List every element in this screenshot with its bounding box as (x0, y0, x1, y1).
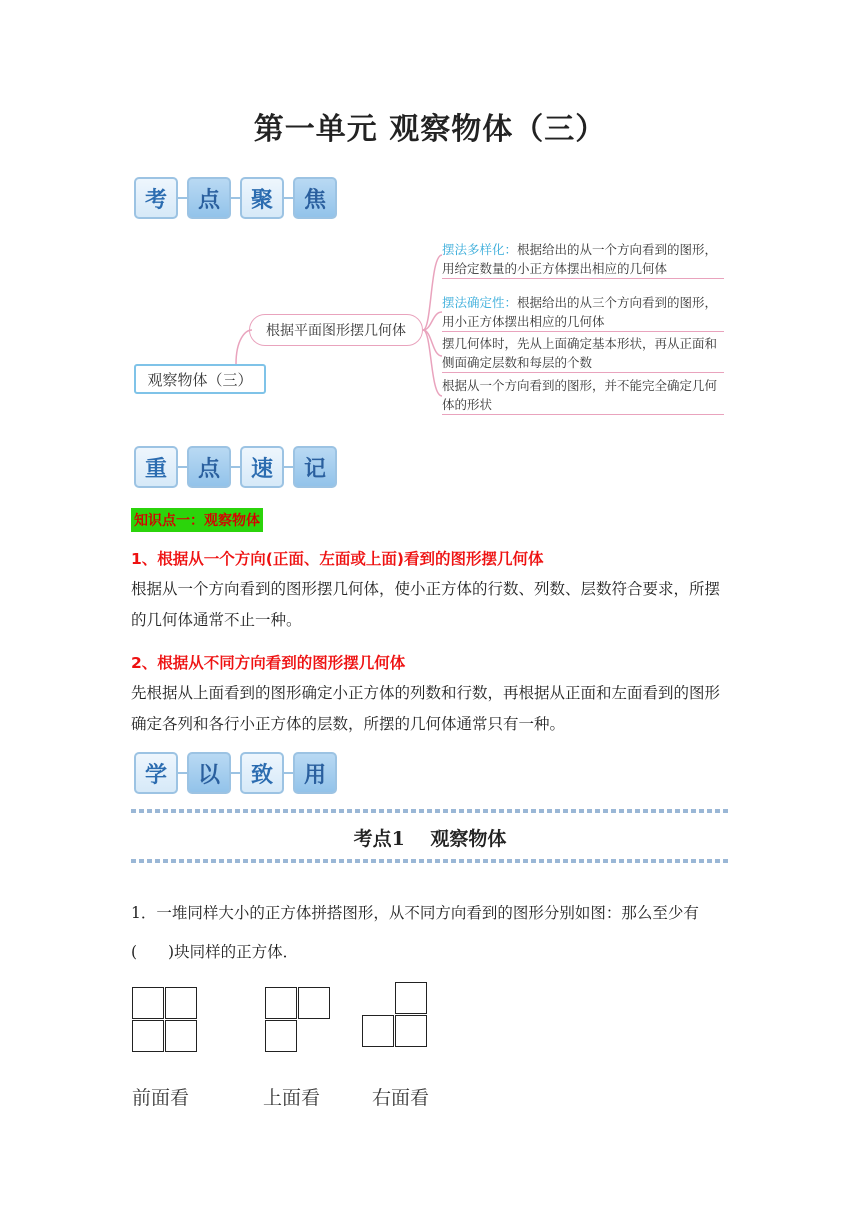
mindmap-connectors (0, 0, 860, 440)
banner-tile: 考 (134, 177, 178, 219)
banner-tile: 学 (134, 752, 178, 794)
mindmap-branch-3 (442, 334, 724, 373)
knowledge-tag: 知识点一：观察物体 (131, 508, 263, 532)
question-1: 1．一堆同样大小的正方体拼搭图形，从不同方向看到的图形分别如图：那么至少有( )块同样的正方体． (131, 904, 699, 961)
section-divider-bottom (131, 859, 729, 863)
right-view-caption: 右面看 (372, 1087, 430, 1109)
top-view-figure (265, 987, 331, 1053)
branch-text: 摆几何体时，先从上面确定基本形状，再从正面和侧面确定层数和每层的个数 (442, 336, 718, 370)
top-view-caption: 上面看 (263, 1087, 321, 1109)
front-view-figure (132, 987, 198, 1053)
banner-tile: 记 (293, 446, 337, 488)
mindmap-branch-4 (442, 376, 724, 415)
banner-tile: 速 (240, 446, 284, 488)
banner-tile: 焦 (293, 177, 337, 219)
point2-heading: 2、根据从不同方向看到的图形摆几何体 (131, 654, 406, 672)
mindmap-branch-2 (442, 293, 724, 332)
section-title: 考点1 观察物体 (353, 828, 507, 850)
point1-heading: 1、根据从一个方向(正面、左面或上面)看到的图形摆几何体 (131, 550, 544, 568)
front-view-caption: 前面看 (132, 1087, 190, 1109)
banner-tile: 点 (187, 446, 231, 488)
point2-text: 先根据从上面看到的图形确定小正方体的列数和行数，再根据从正面和左面看到的图形确定各列和各行小正方体的层数，所摆的几何体通常只有一种。 (131, 684, 721, 733)
right-view-figure (362, 982, 428, 1048)
branch-label: 摆法多样化： (442, 242, 518, 257)
banner-tile: 重 (134, 446, 178, 488)
banner-zhongdian-suji (134, 444, 337, 490)
point1-text: 根据从一个方向看到的图形摆几何体，使小正方体的行数、列数、层数符合要求，所摆的几何体通常不止一种。 (131, 580, 721, 629)
banner-xueyi-zhiyong (134, 750, 337, 796)
branch-text: 根据从一个方向看到的图形，并不能完全确定几何体的形状 (442, 378, 718, 412)
section-divider-top (131, 809, 729, 813)
banner-tile: 点 (187, 177, 231, 219)
banner-tile: 以 (187, 752, 231, 794)
branch-label: 摆法确定性： (442, 295, 518, 310)
mindmap-branch-1 (442, 240, 724, 279)
banner-tile: 聚 (240, 177, 284, 219)
page-title: 第一单元 观察物体（三） (253, 112, 607, 147)
banner-tile: 用 (293, 752, 337, 794)
branch-text: 根据给出的从三个方向看到的图形，用小正方体摆出相应的几何体 (442, 295, 718, 329)
mindmap-root: 观察物体（三） (134, 364, 266, 394)
branch-text: 根据给出的从一个方向看到的图形，用给定数量的小正方体摆出相应的几何体 (442, 242, 718, 276)
banner-tile: 致 (240, 752, 284, 794)
mindmap-middle: 根据平面图形摆几何体 (249, 314, 423, 346)
